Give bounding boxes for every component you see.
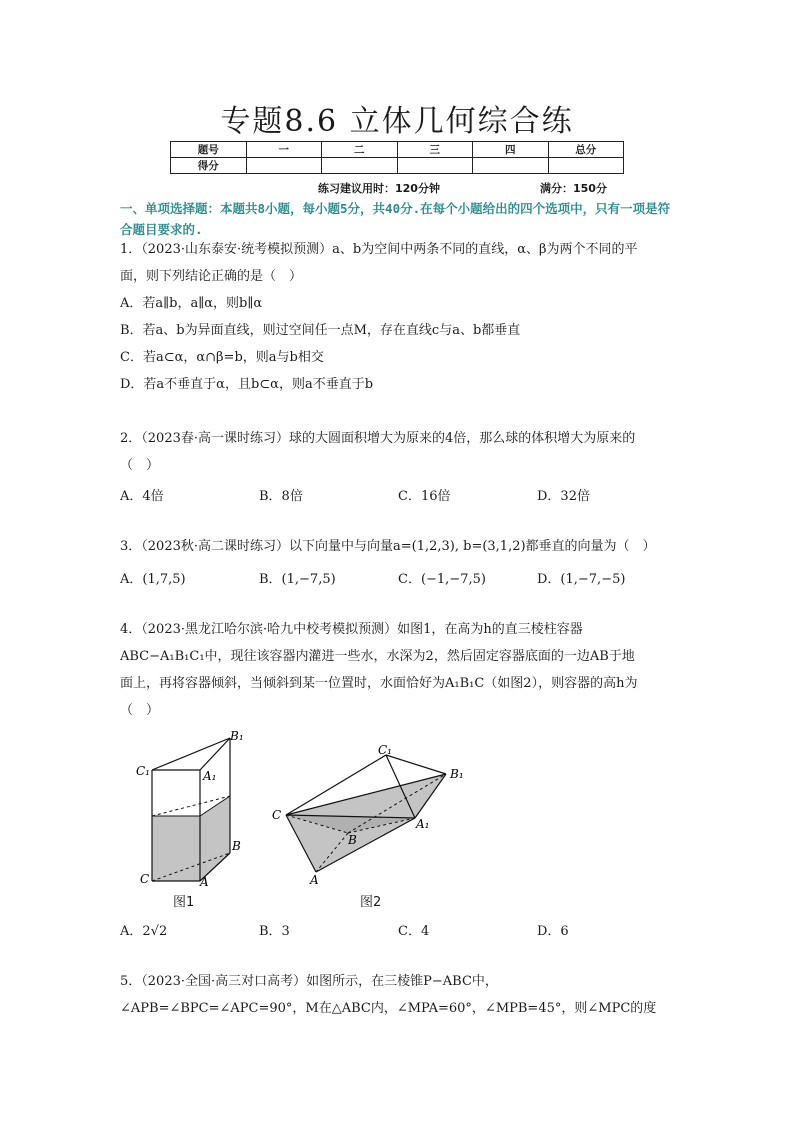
- vertex-label: A₁: [416, 817, 430, 831]
- table-cell: 四: [473, 142, 549, 158]
- question-stem: （ ）: [120, 458, 160, 473]
- figure-2-tilted-prism: [268, 740, 473, 890]
- option-d: D．6: [537, 924, 569, 939]
- score-table-score-row: [171, 158, 624, 174]
- table-cell: 三: [397, 142, 473, 158]
- suggested-time: 练习建议用时：120分钟: [318, 182, 440, 195]
- figure-2-caption: 图2: [360, 895, 382, 910]
- page-title: 专题8.6 立体几何综合练: [220, 104, 574, 139]
- score-table-header-row: [171, 142, 624, 158]
- question-stem: ABC−A₁B₁C₁中，现往该容器内灌进一些水，水深为2，然后固定容器底面的一边AB于地: [120, 649, 635, 664]
- question-5: [120, 968, 680, 1022]
- vertex-label: C₁: [378, 743, 392, 757]
- option-d: D．若a不垂直于α，且b⊂α，则a不垂直于b: [120, 377, 374, 392]
- option-a: A．2√2: [120, 924, 168, 939]
- vertex-label: A: [200, 875, 209, 889]
- figure-1-prism: [130, 728, 250, 893]
- option-a: A．4倍: [120, 489, 164, 504]
- vertex-label: B₁: [450, 767, 464, 781]
- option-a: A．(1,7,5): [120, 572, 186, 587]
- table-cell: 二: [322, 142, 398, 158]
- option-b: B．(1,−7,5): [259, 572, 336, 587]
- figure-1-caption: 图1: [173, 895, 195, 910]
- score-input-cell[interactable]: [548, 158, 624, 174]
- question-stem: 面，则下列结论正确的是（ ）: [120, 269, 303, 284]
- score-input-cell[interactable]: [473, 158, 549, 174]
- table-cell: 题号: [171, 142, 247, 158]
- section-heading: 一、单项选择题：本题共8小题，每小题5分，共40分.在每个小题给出的四个选项中，只有一项是符合题目要求的.: [120, 201, 671, 237]
- option-c: C．16倍: [398, 489, 451, 504]
- question-2: [120, 425, 680, 479]
- vertex-label: C: [272, 808, 282, 822]
- option-b: B．8倍: [259, 489, 303, 504]
- score-input-cell[interactable]: [246, 158, 322, 174]
- full-score: 满分：150分: [540, 182, 607, 195]
- option-b: B．3: [259, 924, 290, 939]
- option-a: A．若a∥b，a∥α，则b∥α: [120, 296, 263, 311]
- table-cell: 得分: [171, 158, 247, 174]
- vertex-label: B₁: [230, 729, 244, 743]
- score-table: [170, 141, 624, 174]
- vertex-label: B: [348, 833, 357, 847]
- vertex-label: A: [310, 873, 319, 887]
- option-d: D．32倍: [537, 489, 590, 504]
- option-c: C．(−1,−7,5): [398, 572, 486, 587]
- vertex-label: C: [140, 872, 150, 886]
- question-4: [120, 616, 680, 724]
- vertex-label: B: [232, 839, 241, 853]
- question-1: [120, 236, 680, 398]
- option-d: D．(1,−7,−5): [537, 572, 626, 587]
- vertex-label: C₁: [136, 764, 150, 778]
- question-stem: 2．（2023春·高一课时练习）球的大圆面积增大为原来的4倍，那么球的体积增大为原来的: [120, 431, 636, 446]
- question-stem: 5．（2023·全国·高三对口高考）如图所示，在三棱锥P−ABC中，: [120, 974, 498, 989]
- vertex-label: A₁: [203, 769, 217, 783]
- score-input-cell[interactable]: [397, 158, 473, 174]
- option-b: B．若a、b为异面直线，则过空间任一点M，存在直线c与a、b都垂直: [120, 323, 521, 338]
- question-stem: 3．（2023秋·高二课时练习）以下向量中与向量a=(1,2,3), b=(3,1,2)都垂直的向量为（ ）: [120, 539, 656, 554]
- option-c: C．若a⊂α，α∩β=b，则a与b相交: [120, 350, 324, 365]
- question-stem: 4．（2023·黑龙江哈尔滨·哈九中校考模拟预测）如图1，在高为h的直三棱柱容器: [120, 622, 583, 637]
- option-c: C．4: [398, 924, 430, 939]
- question-stem: 1．（2023·山东泰安·统考模拟预测）a、b为空间中两条不同的直线，α、β为两个不同的平: [120, 242, 638, 257]
- table-cell: 一: [246, 142, 322, 158]
- question-3: [120, 533, 680, 560]
- score-input-cell[interactable]: [322, 158, 398, 174]
- question-stem: 面上，再将容器倾斜，当倾斜到某一位置时，水面恰好为A₁B₁C（如图2），则容器的高h为: [120, 676, 638, 691]
- table-cell: 总分: [548, 142, 624, 158]
- question-stem: ∠APB=∠BPC=∠APC=90°，M在△ABC内，∠MPA=60°，∠MPB=45°，则∠MPC的度: [120, 1001, 657, 1016]
- question-stem: （ ）: [120, 703, 160, 718]
